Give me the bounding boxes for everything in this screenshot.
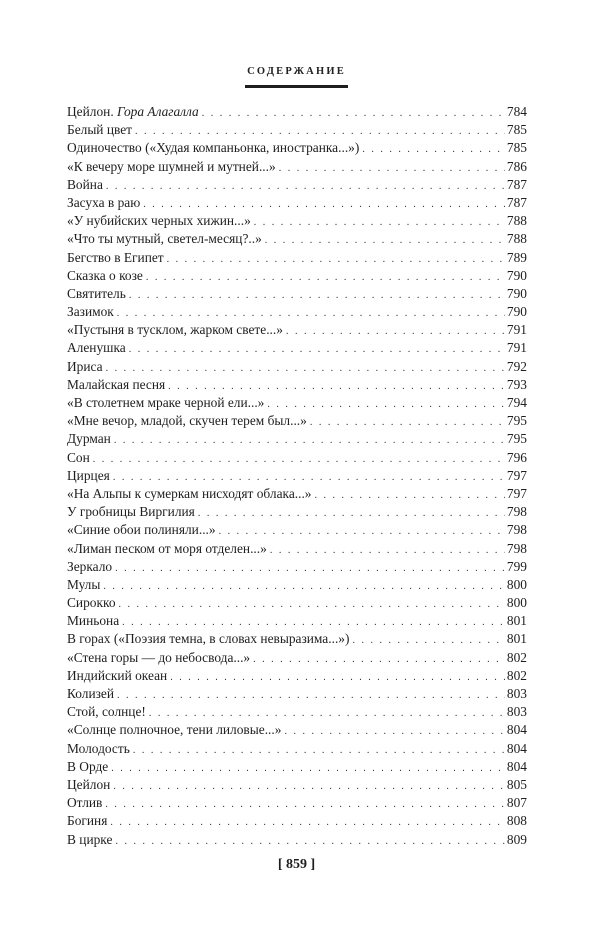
toc-entry-title [67, 630, 349, 648]
dot-leader [362, 141, 505, 159]
toc-entry [67, 449, 527, 467]
dot-leader [284, 723, 504, 741]
toc-entry-title-text: Богиня [67, 813, 108, 829]
toc-entry [67, 740, 527, 758]
toc-entry-title-text: Ириса [67, 358, 103, 374]
toc-entry-title-text: В горах («Поэзия темна, в словах невыразима...») [67, 631, 350, 647]
toc-entry-page: 784 [506, 104, 527, 119]
toc-entry-page: 796 [506, 449, 527, 465]
toc-entry [67, 285, 527, 303]
toc-entry-page: 787 [506, 176, 527, 192]
toc-entry-title [67, 540, 267, 558]
toc-entry [67, 576, 527, 594]
toc-entry-title [67, 794, 102, 812]
toc-entry [67, 358, 527, 376]
toc-entry-title [67, 703, 146, 721]
dot-leader [286, 323, 505, 341]
toc-entry-title-text: Сон [67, 449, 90, 465]
toc-entry-title [67, 594, 116, 612]
toc-entry-title [67, 758, 108, 776]
dot-leader [129, 287, 505, 305]
toc-entry-title [67, 303, 114, 321]
toc-entry [67, 158, 527, 176]
toc-entry-title [67, 249, 164, 267]
dot-leader [119, 596, 505, 614]
toc-entry [67, 230, 527, 248]
toc-entry-title [67, 812, 107, 830]
toc-entry-title [67, 103, 199, 121]
toc-entry [67, 394, 527, 412]
toc-entry [67, 685, 527, 703]
toc-entry-page: 801 [506, 613, 527, 629]
dot-leader [103, 578, 505, 596]
toc-entry [67, 321, 527, 339]
toc-entry [67, 594, 527, 612]
toc-entry-page: 786 [506, 158, 527, 174]
toc-entry-title [67, 576, 100, 594]
toc-entry-title [67, 121, 132, 139]
toc-entry-page: 801 [506, 631, 527, 647]
toc-entry-title-text: «У нубийских черных хижин...» [67, 213, 251, 229]
toc-entry [67, 339, 527, 357]
toc-entry-title [67, 412, 307, 430]
toc-entry [67, 831, 527, 849]
toc-entry-page: 800 [506, 595, 527, 611]
toc-entry [67, 812, 527, 830]
toc-entry-page: 805 [506, 776, 527, 792]
toc-entry-page: 791 [506, 322, 527, 338]
toc-entry-title-text: «В столетнем мраке черной ели...» [67, 395, 265, 410]
toc-entry-title-text: «Пустыня в тусклом, жарком свете...» [67, 322, 283, 338]
toc-entry [67, 558, 527, 576]
toc-entry-title-text: Цейлон. [67, 104, 118, 119]
toc-entry-title [67, 503, 195, 521]
toc-entry [67, 467, 527, 485]
toc-entry-page: 785 [506, 140, 527, 156]
toc-entry-title-text: Мулы [67, 576, 101, 592]
toc-entry-page: 785 [506, 122, 527, 138]
dot-leader [270, 542, 505, 560]
toc-entry-page: 792 [506, 358, 527, 374]
toc-entry-title [67, 358, 103, 376]
toc-entry-title-text: Одиночество («Худая компаньонка, иностранка...») [67, 140, 360, 156]
toc-entry-title-text: Зазимок [67, 304, 114, 320]
toc-entry [67, 794, 527, 812]
toc-entry-page: 804 [506, 740, 527, 756]
toc-entry-title-text: «Мне вечор, младой, скучен терем был...» [67, 413, 307, 429]
toc-entry [67, 630, 527, 648]
dot-leader [253, 651, 505, 669]
toc-entry [67, 176, 527, 194]
toc-entry [67, 521, 527, 539]
toc-entry-page: 791 [506, 340, 527, 356]
toc-entry [67, 721, 527, 739]
toc-entry-page: 798 [506, 522, 527, 538]
toc-entry-page: 799 [506, 558, 527, 574]
toc-entry [67, 503, 527, 521]
toc-entry-title-text: Засуха в раю [67, 194, 141, 210]
toc-entry [67, 430, 527, 448]
dot-leader [310, 414, 505, 432]
dot-leader [115, 833, 504, 851]
toc-entry-title-text: Стой, солнце! [67, 704, 146, 720]
dot-leader [352, 632, 504, 650]
toc-entry-page: 803 [506, 704, 527, 720]
toc-entry-title [67, 685, 114, 703]
toc-entry-title [67, 449, 90, 467]
dot-leader [254, 214, 505, 232]
dot-leader [113, 778, 505, 796]
toc-entry-title [67, 321, 283, 339]
toc-entry-title [67, 285, 126, 303]
dot-leader [105, 796, 505, 814]
dot-leader [93, 451, 505, 469]
toc-entry-title-text: В Орде [67, 758, 109, 774]
toc-entry-page: 795 [506, 431, 527, 447]
toc-entry-page: 790 [506, 267, 527, 283]
toc-entry [67, 485, 527, 503]
toc-entry [67, 412, 527, 430]
toc-entry [67, 649, 527, 667]
toc-entry-title-text: Сказка о козе [67, 267, 143, 283]
dot-leader [167, 251, 505, 269]
toc-entry-page: 809 [506, 831, 527, 847]
toc-entry-title-text: «Синие обои полиняли...» [67, 522, 216, 538]
dot-leader [315, 487, 505, 505]
toc-entry-title [67, 558, 112, 576]
toc-entry-page: 795 [506, 413, 527, 429]
toc-entry-title [67, 212, 251, 230]
toc-entry-page: 794 [506, 395, 527, 410]
dot-leader [198, 505, 505, 523]
toc-entry-title [67, 649, 250, 667]
toc-entry-title-text: Отлив [67, 795, 103, 811]
toc-entry [67, 612, 527, 630]
toc-entry-title-italic: Гора Алагалла [117, 104, 199, 119]
toc-entry-title-text: Святитель [67, 285, 126, 301]
toc-entry-title [67, 430, 111, 448]
toc-entry-title-text: Аленушка [67, 340, 126, 356]
toc-entry [67, 103, 527, 121]
toc-entry [67, 212, 527, 230]
toc-entry-page: 790 [506, 285, 527, 301]
toc-entry [67, 121, 527, 139]
toc-entry-title [67, 176, 103, 194]
toc-entry [67, 776, 527, 794]
toc-entry [67, 249, 527, 267]
toc-entry-title [67, 158, 276, 176]
running-head: СОДЕРЖАНИЕ [247, 66, 346, 77]
toc-entry [67, 376, 527, 394]
toc-entry-title-text: Сирокко [67, 595, 116, 611]
dot-leader [170, 669, 505, 687]
toc-entry-title-text: Колизей [67, 686, 115, 701]
toc-entry-title-text: Малайская песня [67, 376, 166, 392]
toc-entry-title-text: «Лиман песком от моря отделен...» [67, 540, 267, 556]
toc-entry-page: 802 [506, 667, 527, 683]
toc-entry-title-text: Зеркало [67, 558, 113, 574]
toc-entry [67, 194, 527, 212]
toc-entry-title-text: В цирке [67, 831, 113, 847]
toc-entry-title [67, 376, 165, 394]
toc-entry-page: 788 [506, 213, 527, 229]
dot-leader [110, 814, 505, 832]
toc-entry [67, 139, 527, 157]
dot-leader [115, 560, 505, 578]
toc-entry-page: 787 [506, 194, 527, 210]
table-of-contents [67, 103, 527, 849]
toc-entry-title-text: Индийский океан [67, 667, 168, 683]
toc-entry [67, 540, 527, 558]
toc-entry-page: 804 [506, 722, 527, 738]
toc-entry-title-text: «К вечеру море шумней и мутней...» [67, 158, 276, 174]
dot-leader [106, 178, 505, 196]
toc-entry-title [67, 521, 216, 539]
page-number: [ 859 ] [277, 857, 316, 872]
dot-leader [279, 160, 505, 178]
dot-leader [146, 269, 505, 287]
toc-entry-page: 808 [506, 813, 527, 829]
dot-leader [117, 687, 505, 705]
toc-entry-page: 793 [506, 376, 527, 392]
toc-entry-page: 798 [506, 540, 527, 556]
toc-entry-page: 804 [506, 758, 527, 774]
toc-entry-title [67, 776, 110, 794]
dot-leader [202, 105, 505, 123]
toc-entry-title-text: «На Альпы к сумеркам нисходят облака...» [67, 485, 312, 501]
toc-entry-page: 798 [506, 504, 527, 520]
toc-entry-page: 797 [506, 467, 527, 483]
toc-entry-title [67, 831, 112, 849]
toc-entry-title [67, 139, 359, 157]
toc-entry-title-text: Цирцея [67, 467, 110, 483]
dot-leader [114, 432, 505, 450]
toc-entry-title [67, 339, 126, 357]
toc-entry-title-text: «Стена горы — до небосвода...» [67, 649, 251, 665]
toc-entry-title-text: Цейлон [67, 776, 111, 792]
toc-entry-title [67, 194, 140, 212]
dot-leader [111, 760, 505, 778]
toc-entry-title-text: Дурман [67, 431, 111, 447]
toc-entry-title-text: Бегство в Египет [67, 249, 164, 265]
toc-entry [67, 267, 527, 285]
toc-entry-page: 789 [506, 249, 527, 265]
toc-entry-title-text: Война [67, 176, 103, 192]
toc-entry-title-text: «Солнце полночное, тени лиловые...» [67, 722, 282, 738]
toc-entry-page: 803 [506, 686, 527, 701]
toc-entry-title [67, 612, 119, 630]
dot-leader [106, 360, 505, 378]
toc-entry [67, 703, 527, 721]
toc-entry-page: 790 [506, 304, 527, 320]
toc-entry-page: 802 [506, 649, 527, 665]
toc-entry-title [67, 667, 167, 685]
toc-entry-title [67, 267, 143, 285]
toc-entry-title-text: Белый цвет [67, 122, 133, 138]
toc-entry-title [67, 485, 312, 503]
toc-entry-page: 800 [506, 576, 527, 592]
dot-leader [133, 742, 505, 760]
toc-entry-title-text: «Что ты мутный, светел-месяц?..» [67, 231, 262, 247]
toc-entry-title-text: У гробницы Виргилия [67, 504, 195, 520]
toc-entry-title [67, 230, 262, 248]
toc-entry [67, 758, 527, 776]
toc-entry-page: 807 [506, 795, 527, 811]
dot-leader [265, 232, 505, 250]
toc-entry-title [67, 467, 110, 485]
dot-leader [129, 341, 505, 359]
toc-entry-title [67, 394, 264, 412]
toc-entry-title-text: Молодость [67, 740, 130, 756]
toc-entry [67, 303, 527, 321]
toc-entry [67, 667, 527, 685]
toc-entry-title [67, 740, 130, 758]
toc-entry-title [67, 721, 281, 739]
toc-entry-page: 788 [506, 231, 527, 247]
toc-entry-title-text: Миньона [67, 613, 120, 629]
toc-entry-page: 797 [506, 485, 527, 501]
head-rule [245, 85, 348, 88]
